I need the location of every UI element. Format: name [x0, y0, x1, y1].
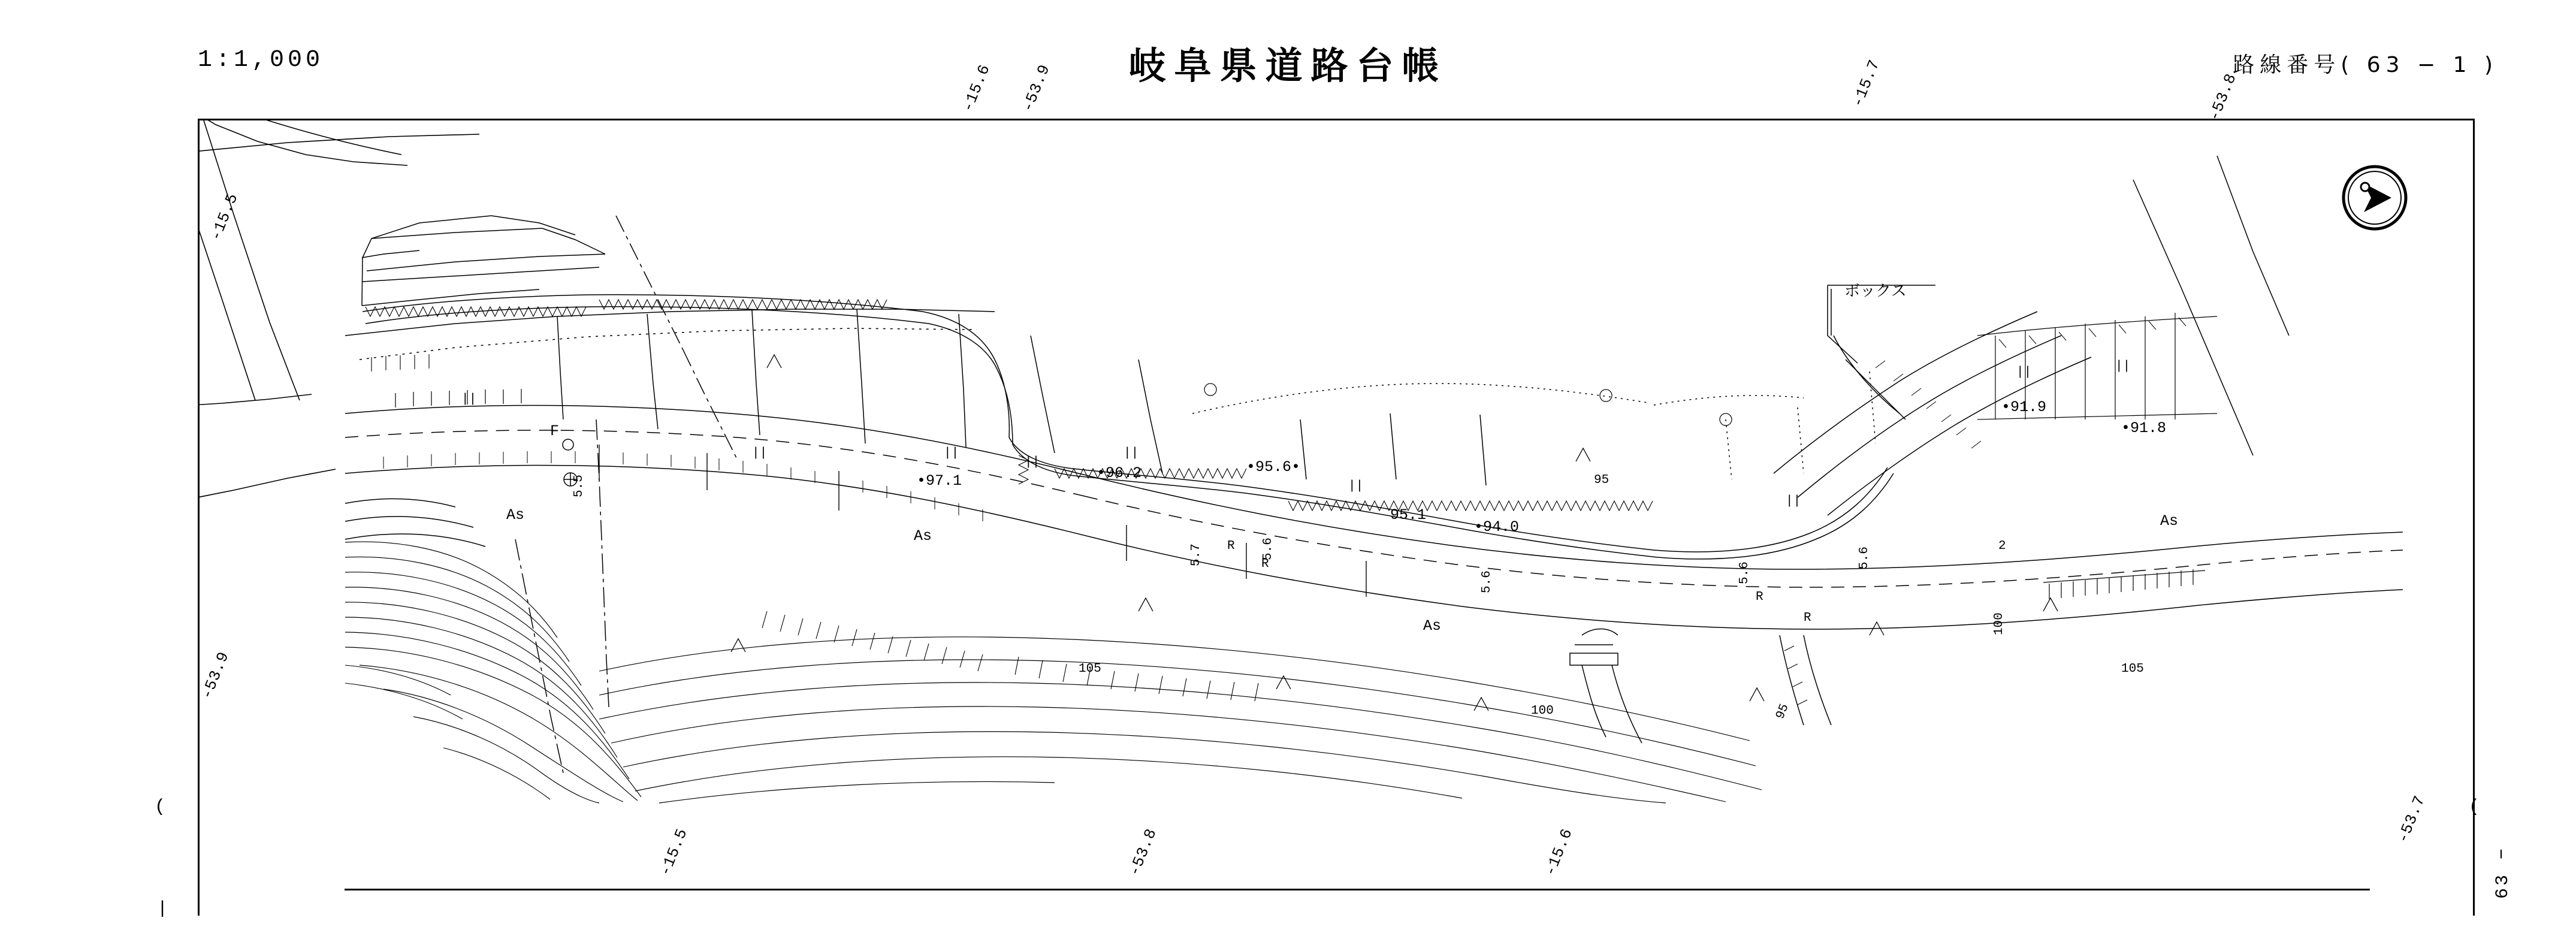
road-mark-r-1: R — [1227, 539, 1235, 553]
station-mark-2: 5.7 — [1189, 544, 1203, 566]
pavement-label-as-2: As — [914, 527, 932, 545]
station-mark-1: 5.5 — [572, 475, 586, 497]
route-number-label: 路線番号( 63 − 1 ) — [2233, 53, 2498, 77]
sheet-edge-mark-right-route: 63 − — [2493, 846, 2513, 899]
contour-label-105-b: 105 — [2121, 662, 2144, 676]
parcel-mark-3: || — [944, 446, 959, 460]
parcel-mark-4: || — [1025, 455, 1040, 469]
grid-tick-bottom-1: -15.5 — [656, 826, 691, 879]
scale-label: 1:1,000 — [198, 47, 324, 74]
grid-tick-top-2: -53.9 — [1019, 62, 1054, 115]
station-mark-7: 2 — [1998, 539, 2006, 553]
page-title: 岐阜県道路台帳 — [1128, 44, 1448, 87]
grid-tick-left-2: -53.9 — [198, 649, 233, 702]
contour-label-100-a: 100 — [1531, 704, 1554, 718]
spot-height-91-8: •91.8 — [2121, 419, 2167, 437]
parcel-mark-7: || — [1786, 494, 1801, 508]
station-mark-6: 5.6 — [1858, 547, 1871, 569]
sheet-header — [0, 0, 2576, 120]
parcel-mark-8: || — [2016, 366, 2032, 379]
parcel-mark-5: || — [1124, 446, 1139, 460]
pavement-label-as-1: As — [506, 506, 525, 524]
spot-height-96-2: •96.2 — [1097, 464, 1142, 482]
pavement-label-as-4: As — [2160, 512, 2179, 530]
cadastral-map-canvas — [198, 119, 2475, 916]
contour-label-100-b: 100 — [1992, 612, 2006, 635]
contour-label-95-a: 95 — [1594, 473, 1609, 487]
sheet-edge-mark-right-paren: ( — [2469, 797, 2480, 817]
spot-height-97-1: •97.1 — [917, 472, 962, 490]
pavement-label-as-3: As — [1423, 617, 1442, 635]
spot-height-91-9: •91.9 — [2001, 398, 2047, 416]
grid-tick-bottom-4: -53.7 — [2394, 793, 2429, 846]
road-mark-r-2: R — [1261, 557, 1269, 571]
grid-tick-bottom-3: -15.6 — [1541, 826, 1577, 879]
contour-label-105-a: 105 — [1079, 662, 1101, 676]
grid-tick-top-1: -15.6 — [959, 62, 994, 115]
grid-tick-bottom-2: -53.8 — [1125, 826, 1161, 879]
road-mark-r-3: R — [1804, 611, 1811, 625]
sheet-edge-mark-left-bar: | — [157, 899, 168, 919]
station-mark-4: 5.6 — [1480, 570, 1494, 593]
grid-tick-left-1: -15.5 — [207, 191, 242, 244]
grid-tick-top-4: -53.8 — [2205, 71, 2240, 124]
spot-height-95-1: 95.1 — [1390, 506, 1427, 524]
parcel-mark-9: || — [2115, 360, 2131, 373]
parcel-mark-2: || — [752, 446, 768, 460]
station-mark-3: 5.6 — [1261, 538, 1275, 560]
box-culvert-label: ボックス — [1844, 282, 1907, 300]
spot-height-95-6: •95.6• — [1246, 458, 1301, 476]
road-mark-r-4: R — [1756, 590, 1763, 604]
station-mark-5: 5.6 — [1738, 561, 1751, 584]
parcel-mark-6: || — [1348, 479, 1364, 493]
contour-label-95-b: 95 — [1774, 702, 1792, 721]
parcel-mark-1: || — [461, 393, 477, 406]
spot-height-94-0: •94.0 — [1474, 518, 1520, 536]
parcel-mark-f: F — [550, 422, 560, 440]
grid-tick-top-3: -15.7 — [1849, 57, 1884, 110]
sheet-edge-mark-left-paren: ( — [155, 797, 166, 817]
